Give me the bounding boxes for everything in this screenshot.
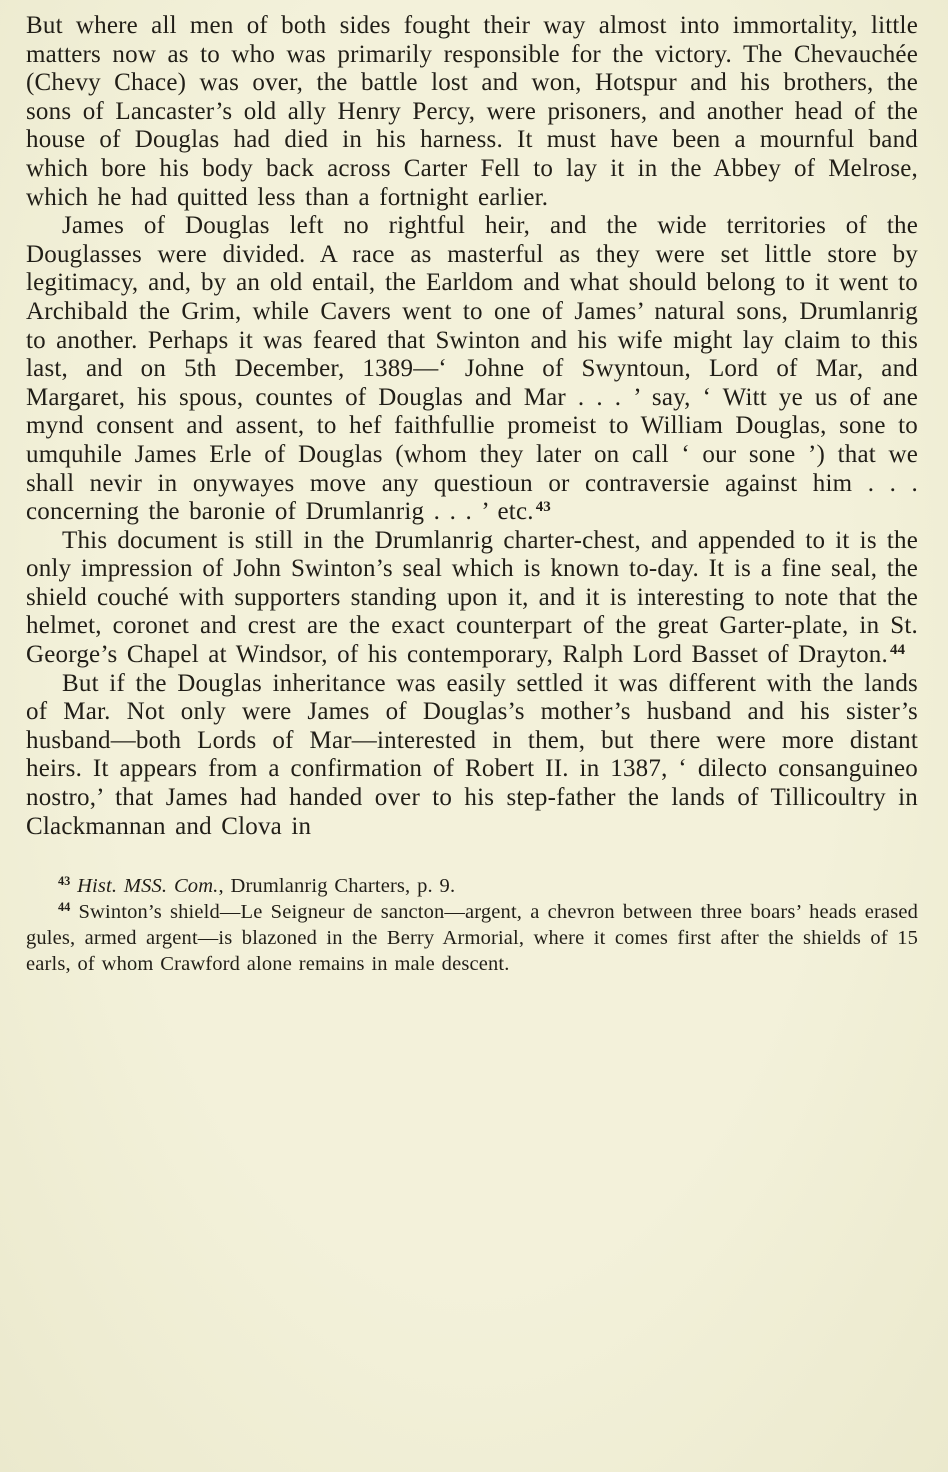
paragraph: But where all men of both sides fought their way almost into immortality, little matters now as to who was primarily responsible for the victory. The Chevauchée (Chevy Chace) was over, the battle lost and won, Hotspur and his brothers, the sons of Lancaster’s old ally Henry Percy, were prisoners, and another head of the house of Douglas had died in his harness. It must have been a mournful band which bore his body back across Carter Fell to lay it in the Abbey of Melrose, which he had quitted less than a fortnight earlier. bbox=[26, 12, 918, 211]
paragraph: This document is still in the Drumlanrig charter-chest, and appended to it is the only impression of John Swinton’s seal which is known to-day. It is a fine seal, the shield couché with supporters standing upon it, and it is interesting to note that the helmet, coronet and crest are the exact counterpart of the great Garter-plate, in St. George’s Chapel at Windsor, of his contemporary, Ralph Lord Basset of Drayton. $^{44}$ bbox=[26, 526, 918, 669]
footnote-text: , Drumlanrig Charters, p. 9. bbox=[218, 875, 456, 898]
paragraph: But if the Douglas inheritance was easily settled it was different with the lands of Mar. Not only were James of Douglas’s mother’s husband and his sister’s husband—both Lords of Mar—interested in them, but there were more distant heirs. It appears from a confirmation of Robert II. in 1387, ‘ dilecto consanguineo nostro,’ that James had handed over to his step-father the lands of Tillicoultry in Clackmannan and Clova in bbox=[26, 669, 918, 840]
footnote-text: Swinton’s shield—Le Seigneur de sancton—argent, a chevron between three boars’ heads erased gules, armed argent—is blazoned in the Berry Armorial, where it comes first after the shields of 15 earls, of whom Crawford alone remains in male descent. bbox=[26, 901, 918, 976]
footnote-marker: 43 bbox=[58, 874, 71, 889]
page-body-text bbox=[26, 12, 918, 841]
footnote bbox=[26, 873, 918, 899]
footnote-text-italic: Hist. MSS. Com. bbox=[77, 875, 219, 898]
footnote-reference: 44 bbox=[889, 641, 905, 658]
footnote-reference: 43 bbox=[535, 498, 551, 515]
footnote-marker: 44 bbox=[58, 900, 71, 915]
footnote bbox=[26, 899, 918, 977]
paragraph: James of Douglas left no rightful heir, and the wide territories of the Douglasses were divided. A race as masterful as they were set little store by legitimacy, and, by an old entail, the Earldom and what should belong to it went to Archibald the Grim, while Cavers went to one of James’ natural sons, Drumlanrig to another. Perhaps it was feared that Swinton and his wife might lay claim to this last, and on 5th December, 1389—‘ Johne of Swyntoun, Lord of Mar, and Margaret, his spous, countes of Douglas and Mar . . . ’ say, ‘ Witt ye us of ane mynd consent and assent, to hef faithfullie promeist to William Douglas, sone to umquhile James Erle of Douglas (whom they later on call ‘ our sone ’) that we shall nevir in onywayes move any questioun or contraversie against him . . . concerning the baronie of Drumlanrig . . . ’ etc. $^{43}$ bbox=[26, 212, 918, 526]
footnotes-section bbox=[26, 873, 918, 977]
